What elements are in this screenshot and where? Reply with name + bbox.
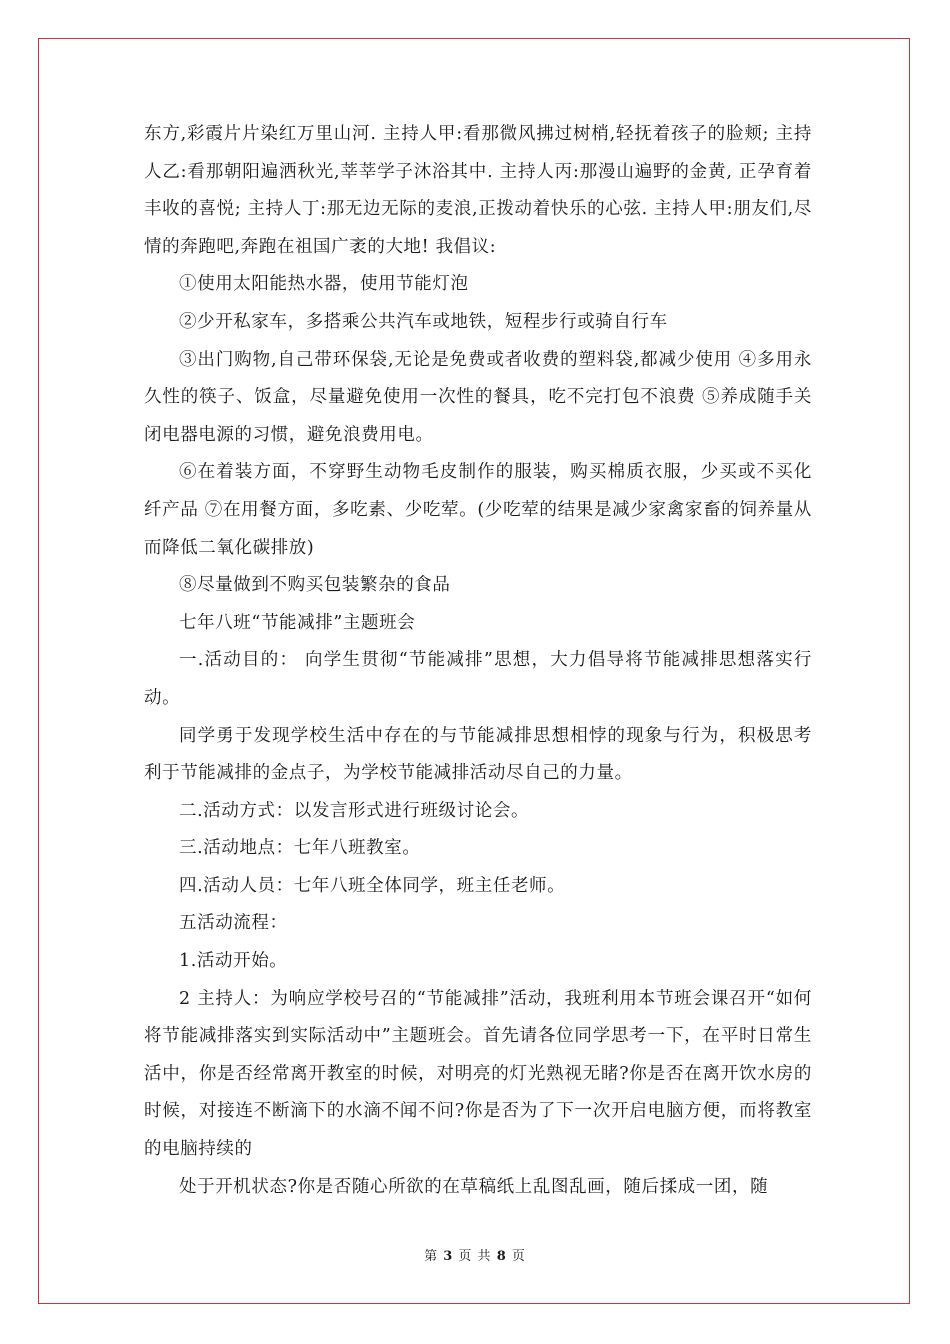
paragraph: 1.活动开始。 (179, 951, 288, 972)
paragraph: 同学勇于发现学校生活中存在的与节能减排思想相悖的现象与行为，积极思考利于节能减排的金点子，为学校节能减排活动尽自己的力量。 (144, 725, 812, 784)
paragraph: 七年八班“节能减排”主题班会 (179, 612, 416, 633)
footer-middle: 页 共 (458, 1249, 492, 1264)
paragraph: ⑥在着装方面，不穿野生动物毛皮制作的服装，购买棉质衣服，少买或不买化纤产品 ⑦在用餐方面，多吃素、少吃荤。(少吃荤的结果是减少家禽家畜的饲养量从而降低二氧化碳排放) (144, 462, 812, 558)
paragraph: ③出门购物,自己带环保袋,无论是免费或者收费的塑料袋,都减少使用 ④多用永久性的筷子、饭盒，尽量避免使用一次性的餐具，吃不完打包不浪费 ⑤养成随手关闭电器电源的习惯，避免浪费用电。 (144, 349, 812, 445)
paragraph: ⑧尽量做到不购买包装繁杂的食品 (179, 575, 451, 596)
paragraph: 东方,彩霞片片染红万里山河. 主持人甲:看那微风拂过树梢,轻抚着孩子的脸颊; 主持人乙:看那朝阳遍洒秋光,莘莘学子沐浴其中. 主持人丙:那漫山遍野的金黄, 正孕育着丰收的喜悦; 主持人丁:那无边无际的麦浪,正拨动着快乐的心弦. 主持人甲:朋友们,尽情的奔跑吧,奔跑在祖国广袤的大地! 我倡议: (144, 124, 812, 257)
footer-prefix: 第 (424, 1249, 439, 1264)
paragraph: 二.活动方式：以发言形式进行班级讨论会。 (179, 800, 530, 821)
paragraph: ②少开私家车，多搭乘公共汽车或地铁，短程步行或骑自行车 (179, 311, 668, 332)
paragraph: ①使用太阳能热水器，使用节能灯泡 (179, 274, 469, 295)
paragraph: 处于开机状态?你是否随心所欲的在草稿纸上乱图乱画，随后揉成一团，随 (179, 1176, 769, 1197)
footer-suffix: 页 (511, 1249, 526, 1264)
footer-total-pages: 8 (496, 1249, 507, 1264)
document-body (144, 116, 812, 1206)
paragraph: 2 主持人：为响应学校号召的“节能减排”活动，我班利用本节班会课召开“如何将节能减排落实到实际活动中”主题班会。首先请各位同学思考一下，在平时日常生活中，你是否经常离开教室的时候，对明亮的灯光熟视无睹?你是否在离开饮水房的时候，对接连不断滴下的水滴不闻不问?你是否为了下一次开启电脑方便，而将教室的电脑持续的 (144, 988, 812, 1160)
page-footer (0, 1245, 950, 1264)
paragraph: 四.活动人员：七年八班全体同学，班主任老师。 (179, 875, 566, 896)
paragraph: 一.活动目的： 向学生贯彻“节能减排”思想，大力倡导将节能减排思想落实行动。 (144, 650, 812, 708)
paragraph: 五活动流程： (179, 913, 288, 934)
paragraph: 三.活动地点：七年八班教室。 (179, 838, 421, 859)
footer-page-number: 3 (443, 1249, 454, 1264)
